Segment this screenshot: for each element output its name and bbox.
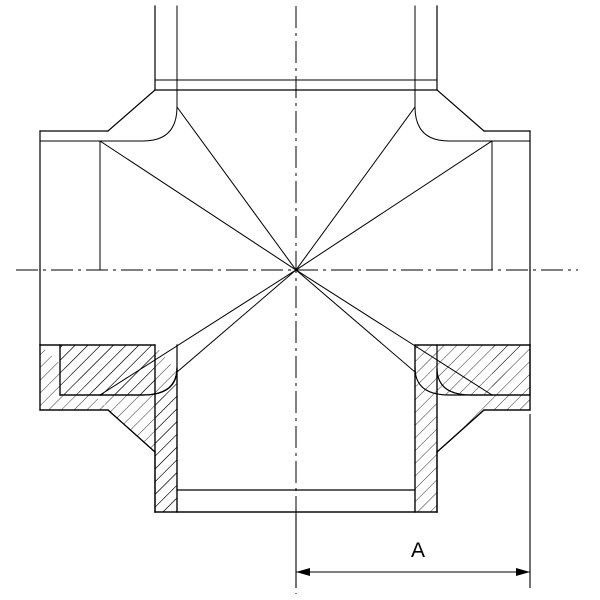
- dimension-a-arrow-left: [296, 568, 310, 576]
- dimension-a-label: A: [410, 539, 426, 562]
- fitting-outline-upper: [40, 6, 530, 270]
- center-lines: [16, 6, 578, 594]
- section-hatching: [40, 345, 530, 512]
- dimension-a: [296, 414, 530, 588]
- dimension-a-arrow-right: [516, 568, 530, 576]
